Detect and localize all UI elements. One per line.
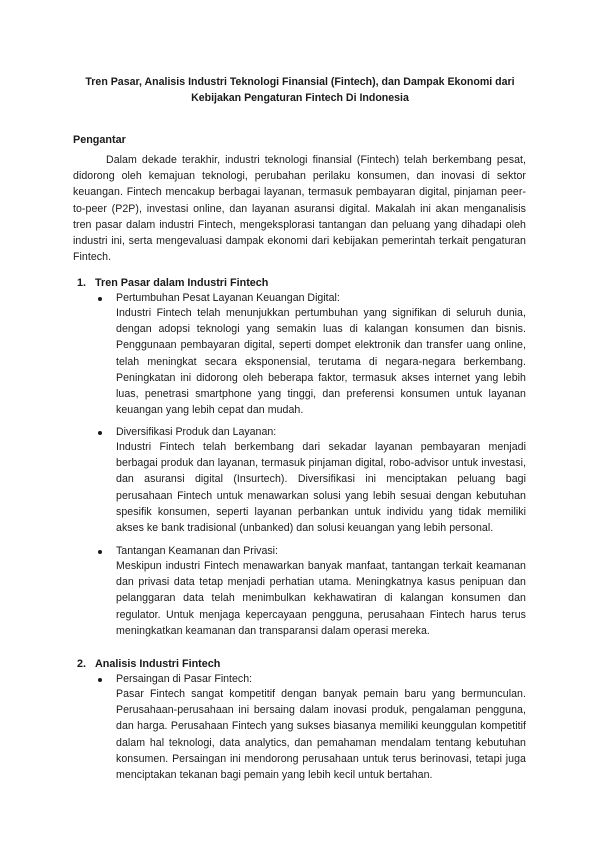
section-2-heading: Analisis Industri Fintech [95,658,221,670]
bullet-title: Diversifikasi Produk dan Layanan: [116,426,277,438]
bullet-icon [98,678,102,682]
bullet-title: Persaingan di Pasar Fintech: [116,673,253,685]
intro-paragraph: Dalam dekade terakhir, industri teknologi finansial (Fintech) telah berkembang pesat, didorong oleh kemajuan teknologi, perubahan perilaku konsumen, dan inovasi di sektor keuangan. Fintech mencakup berbagai layanan, termasuk pembayaran digital, pinjaman peer-to-peer (P2P), investasi online, dan layanan asuransi digital. Makalah ini akan menganalisis tren pasar dalam industri Fintech, mengeksplorasi tantangan dan peluang yang dihadapi oleh industri ini, serta mengevaluasi dampak ekonomi dari kebijakan pemerintah terkait pengaturan Fintech. [73,154,526,264]
bullet-paragraph: Industri Fintech telah menunjukkan pertumbuhan yang signifikan di seluruh dunia, dengan adopsi teknologi yang semakin luas di kalangan konsumen dan bisnis. Penggunaan pembayaran digital, seperti dompet elektronik dan transfer uang online, telah meningkat secara eksponensial, terutama di negara-negara berkembang. Peningkatan ini didorong oleh beberapa faktor, termasuk akses internet yang lebih luas, penetrasi smartphone yang tinggi, dan preferensi konsumen untuk layanan keuangan yang lebih cepat dan mudah. [116,307,526,417]
bullet-icon [98,431,102,435]
bullet-paragraph: Pasar Fintech sangat kompetitif dengan banyak pemain baru yang bermunculan. Perusahaan-perusahaan ini bersaing dalam inovasi produk, pengalaman pengguna, dan harga. Perusahaan Fintech yang sukses biasanya memiliki keunggulan kompetitif dalam hal teknologi, data analytics, dan pemahaman mendalam tentang kebutuhan konsumen. Persaingan ini mendorong perusahaan untuk terus berinovasi, tetapi juga menciptakan tekanan bagi pemain yang lebih kecil untuk bertahan. [116,688,526,782]
section-2-number: 2. [77,658,87,670]
bullet-paragraph: Meskipun industri Fintech menawarkan banyak manfaat, tantangan terkait keamanan dan privasi data tetap menjadi perhatian utama. Meningkatnya kasus penipuan dan pelanggaran data telah menimbulkan kekhawatiran di kalangan konsumen dan regulator. Untuk menjaga kepercayaan pengguna, perusahaan Fintech harus terus meningkatkan keamanan dan transparansi dalam operasi mereka. [116,560,526,637]
bullet-title: Tantangan Keamanan dan Privasi: [116,545,278,557]
bullet-icon [98,550,102,554]
document-title: Tren Pasar, Analisis Industri Teknologi Finansial (Fintech), dan Dampak Ekonomi dari Kebijakan Pengaturan Fintech Di Indonesia [85,76,515,104]
bullet-icon [98,297,102,301]
bullet-paragraph: Industri Fintech telah berkembang dari sekadar layanan pembayaran menjadi berbagai produk dan layanan, termasuk pinjaman digital, robo-advisor untuk investasi, dan asuransi digital (Insurtech). Diversifikasi ini menciptakan peluang bagi perusahaan Fintech untuk menawarkan solusi yang lebih sesuai dengan kebutuhan spesifik konsumen, seperti layanan perbankan untuk individu yang tidak memiliki akses ke bank tradisional (unbanked) dan solusi keuangan yang lebih personal. [116,441,526,535]
section-1-number: 1. [77,277,87,289]
section-1-heading: Tren Pasar dalam Industri Fintech [95,277,269,289]
bullet-title: Pertumbuhan Pesat Layanan Keuangan Digital: [116,292,340,304]
intro-heading: Pengantar [73,134,126,146]
